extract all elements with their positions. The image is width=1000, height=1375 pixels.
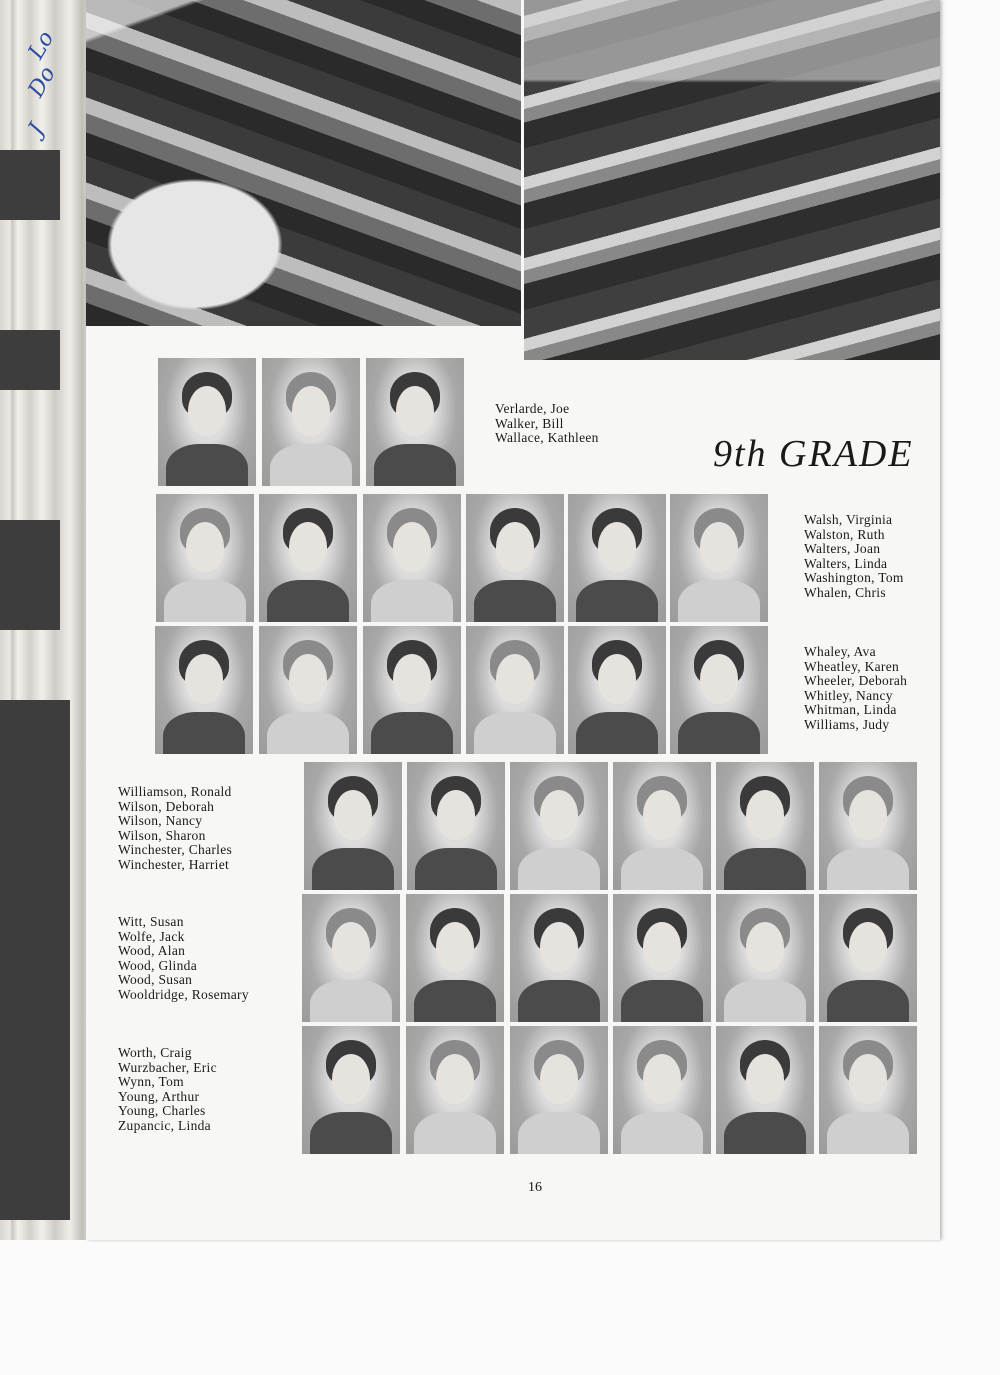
portrait-body [576,580,658,622]
student-name: Young, Charles [118,1103,206,1118]
portrait-face [332,1054,370,1104]
student-name: Wilson, Nancy [118,813,203,828]
portrait-body [474,580,556,622]
portrait-face [849,922,887,972]
student-portrait [302,1026,400,1154]
student-portrait [510,1026,608,1154]
student-portrait [819,1026,917,1154]
student-name: Wolfe, Jack [118,928,185,944]
page-edge-strip [0,700,70,1220]
portrait-face [332,922,370,972]
portrait-body [414,980,496,1022]
student-name: Walters, Joan [804,541,881,556]
portrait-face [849,790,887,840]
portrait-body [827,980,909,1022]
page-edge-strip [0,150,60,220]
student-portrait [716,762,814,890]
portrait-face [643,1054,681,1104]
student-portrait [716,1026,814,1154]
handwriting-line: Do [23,62,61,102]
portrait-body [164,580,246,622]
student-portrait [510,894,608,1022]
portrait-body [621,1112,703,1154]
student-name: Wood, Alan [118,943,186,958]
portrait-body [518,1112,600,1154]
portrait-face [849,1054,887,1104]
page-title: 9th GRADE [713,433,914,475]
portrait-body [518,848,600,890]
portrait-body [414,1112,496,1154]
student-portrait [156,494,254,622]
name-list-row-1 [495,402,599,446]
student-portrait [568,494,666,622]
portrait-face [289,522,327,572]
student-name: Wynn, Tom [118,1074,184,1089]
yearbook-page [86,0,940,1240]
page-edge-strip [0,520,60,630]
portrait-face [540,922,578,972]
student-portrait [158,358,256,486]
portrait-face [746,1054,784,1104]
student-portrait [613,894,711,1022]
page-number: 16 [528,1180,542,1195]
portrait-face [700,654,738,704]
portrait-body [371,580,453,622]
student-name: Walters, Linda [804,555,888,571]
student-portrait [613,1026,711,1154]
portrait-face [185,654,223,704]
student-name: Wilson, Deborah [118,798,215,814]
student-name: Whitman, Linda [804,702,897,717]
student-portrait [407,762,505,890]
student-portrait [304,762,402,890]
portrait-body [374,444,456,486]
portrait-body [166,444,248,486]
student-portrait [366,358,464,486]
student-portrait [466,626,564,754]
classroom-photo-left [86,0,521,326]
handwriting-line: J [23,119,50,140]
student-name: Young, Arthur [118,1088,200,1104]
student-name: Williams, Judy [804,716,890,732]
student-name: Worth, Craig [118,1045,192,1060]
student-portrait [262,358,360,486]
portrait-face [598,654,636,704]
name-list-row-6 [118,1046,217,1133]
student-portrait [819,894,917,1022]
portrait-body [621,980,703,1022]
student-portrait [670,626,768,754]
student-portrait [155,626,253,754]
student-portrait [259,626,357,754]
page-edges [0,0,95,1240]
student-name: Winchester, Harriet [118,856,230,872]
portrait-body [518,980,600,1022]
student-portrait [568,626,666,754]
student-name: Wheatley, Karen [804,658,900,674]
student-name: Wood, Glinda [118,957,198,973]
student-name: Wilson, Sharon [118,827,206,843]
student-name: Witt, Susan [118,914,184,929]
student-name: Wheeler, Deborah [804,673,908,688]
student-portrait [819,762,917,890]
portrait-body [312,848,394,890]
student-portrait [510,762,608,890]
portrait-face [540,790,578,840]
student-name: Wooldridge, Rosemary [118,986,249,1002]
portrait-body [270,444,352,486]
student-name: Winchester, Charles [118,842,233,857]
handwritten-note [23,27,61,144]
student-portrait [716,894,814,1022]
portrait-body [474,712,556,754]
student-name: Zupancic, Linda [118,1117,211,1133]
portrait-body [310,1112,392,1154]
portrait-face [746,790,784,840]
portrait-body [267,580,349,622]
student-portrait [259,494,357,622]
portrait-face [437,790,475,840]
student-portrait [302,894,400,1022]
student-portrait [670,494,768,622]
portrait-body [678,580,760,622]
portrait-body [310,980,392,1022]
portrait-body [724,848,806,890]
portrait-face [393,654,431,704]
portrait-face [496,654,534,704]
student-name: Walsh, Virginia [804,512,893,527]
portrait-face [436,1054,474,1104]
student-name: Wurzbacher, Eric [118,1059,217,1075]
student-name: Whalen, Chris [804,584,886,600]
student-portrait [613,762,711,890]
portrait-face [598,522,636,572]
portrait-body [415,848,497,890]
student-portrait [406,1026,504,1154]
portrait-face [188,386,226,436]
portrait-face [643,922,681,972]
portrait-body [724,980,806,1022]
portrait-body [678,712,760,754]
student-name: Williamson, Ronald [118,784,232,799]
student-name: Wood, Susan [118,972,193,987]
portrait-face [643,790,681,840]
page-edge-strip [0,330,60,390]
name-list-row-3 [804,645,907,732]
portrait-face [396,386,434,436]
student-portrait [363,494,461,622]
student-portrait [363,626,461,754]
portrait-body [827,848,909,890]
student-name: Walker, Bill [495,415,564,431]
name-list-row-4 [118,785,232,872]
portrait-face [746,922,784,972]
portrait-face [292,386,330,436]
name-list-row-5 [118,915,249,1002]
portrait-face [186,522,224,572]
handwriting-line: Lo [23,27,60,64]
portrait-body [163,712,245,754]
classroom-photo-right [524,0,940,360]
student-name: Walston, Ruth [804,526,885,542]
portrait-face [393,522,431,572]
portrait-body [576,712,658,754]
portrait-face [496,522,534,572]
student-portrait [406,894,504,1022]
student-name: Washington, Tom [804,570,904,585]
student-name: Verlarde, Joe [495,401,570,416]
student-name: Whaley, Ava [804,644,876,659]
portrait-face [700,522,738,572]
portrait-face [540,1054,578,1104]
name-list-row-2 [804,513,904,600]
student-name: Wallace, Kathleen [495,430,599,445]
student-portrait [466,494,564,622]
portrait-body [621,848,703,890]
portrait-face [334,790,372,840]
portrait-face [289,654,327,704]
student-name: Whitley, Nancy [804,687,893,703]
portrait-face [436,922,474,972]
portrait-body [371,712,453,754]
portrait-body [827,1112,909,1154]
portrait-body [267,712,349,754]
portrait-body [724,1112,806,1154]
